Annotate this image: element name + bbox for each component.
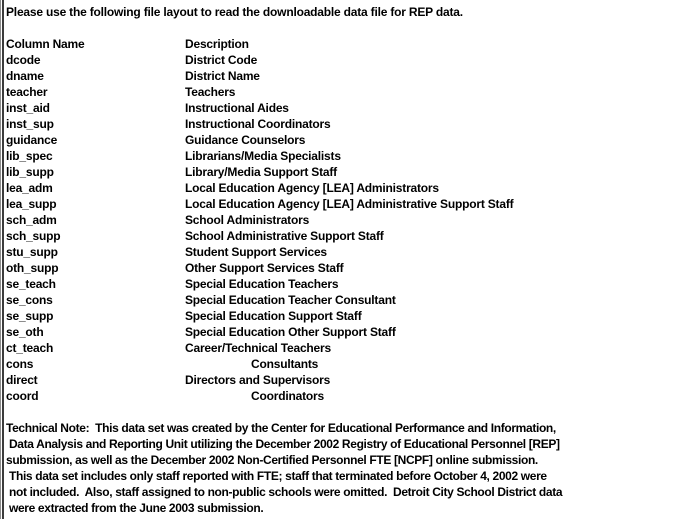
column-name-cell: inst_sup [6,117,54,131]
description-cell: District Code [185,53,258,67]
description-header: Description [185,37,249,51]
column-name-header: Column Name [6,37,85,51]
description-cell: Special Education Teacher Consultant [185,293,396,307]
technical-note-line: submission, as well as the December 2002 Non-Certified Personnel FTE [NCPF] online submission. [6,453,538,467]
column-name-cell: sch_adm [6,213,57,227]
column-name-cell: lib_supp [6,165,54,179]
column-name-cell: se_supp [6,309,54,323]
column-name-cell: se_cons [6,293,53,307]
table-row [6,116,686,132]
table-row [6,388,686,404]
column-name-cell: lea_adm [6,181,53,195]
description-cell: Local Education Agency [LEA] Administrators [185,181,439,195]
description-cell: Guidance Counselors [185,133,306,147]
column-name-cell: stu_supp [6,245,58,259]
technical-note-line: Technical Note: This data set was created by the Center for Educational Performance and Information, [6,421,556,435]
column-name-cell: se_oth [6,325,44,339]
technical-note-line: not included. Also, staff assigned to non-public schools were omitted. Detroit City School District data [6,485,563,499]
technical-note-line: This data set includes only staff reported with FTE; staff that terminated before October 4, 2002 were [6,469,547,483]
column-name-cell: cons [6,357,34,371]
description-cell: Teachers [185,85,236,99]
description-cell: Special Education Other Support Staff [185,325,396,339]
column-name-cell: lea_supp [6,197,57,211]
description-cell: Instructional Coordinators [185,117,331,131]
description-cell: Student Support Services [185,245,327,259]
description-cell: Consultants [251,357,319,371]
table-header-row [6,36,686,52]
table-row [6,68,686,84]
column-name-cell: guidance [6,133,58,147]
window-left-border [0,0,5,519]
description-cell: Librarians/Media Specialists [185,149,341,163]
technical-note-line: were extracted from the June 2003 submission. [6,501,264,515]
description-cell: Directors and Supervisors [185,373,331,387]
description-cell: District Name [185,69,260,83]
column-name-cell: ct_teach [6,341,54,355]
description-cell: Other Support Services Staff [185,261,344,275]
column-name-cell: dname [6,69,44,83]
table-row [6,164,686,180]
column-name-cell: se_teach [6,277,56,291]
table-row [6,84,686,100]
column-name-cell: oth_supp [6,261,59,275]
table-row [6,52,686,68]
column-name-cell: sch_supp [6,229,61,243]
table-row [6,132,686,148]
column-name-cell: lib_spec [6,149,53,163]
table-row [6,244,686,260]
column-name-cell: coord [6,389,39,403]
intro-text: Please use the following file layout to read the downloadable data file for REP data. [6,5,463,19]
table-row [6,308,686,324]
technical-note-line: Data Analysis and Reporting Unit utilizing the December 2002 Registry of Educational Personnel [REP] [6,437,560,451]
table-row [6,324,686,340]
table-rows [6,52,686,404]
table-row [6,276,686,292]
table-row [6,212,686,228]
table-row [6,228,686,244]
column-name-cell: inst_aid [6,101,50,115]
column-name-cell: direct [6,373,38,387]
column-name-cell: teacher [6,85,48,99]
page-content [6,4,686,516]
table-row [6,100,686,116]
description-cell: Local Education Agency [LEA] Administrative Support Staff [185,197,514,211]
description-cell: Special Education Support Staff [185,309,362,323]
table-row [6,340,686,356]
table-row [6,196,686,212]
description-cell: Coordinators [251,389,324,403]
table-row [6,260,686,276]
description-cell: School Administrative Support Staff [185,229,384,243]
blank-line [6,404,686,420]
technical-note [6,420,686,516]
table-row [6,356,686,372]
description-cell: Instructional Aides [185,101,289,115]
description-cell: Special Education Teachers [185,277,339,291]
table-row [6,180,686,196]
column-layout-table [6,36,686,404]
description-cell: Career/Technical Teachers [185,341,331,355]
description-cell: Library/Media Support Staff [185,165,337,179]
column-name-cell: dcode [6,53,41,67]
blank-line [6,20,686,36]
table-row [6,292,686,308]
description-cell: School Administrators [185,213,310,227]
table-row [6,148,686,164]
table-row [6,372,686,388]
